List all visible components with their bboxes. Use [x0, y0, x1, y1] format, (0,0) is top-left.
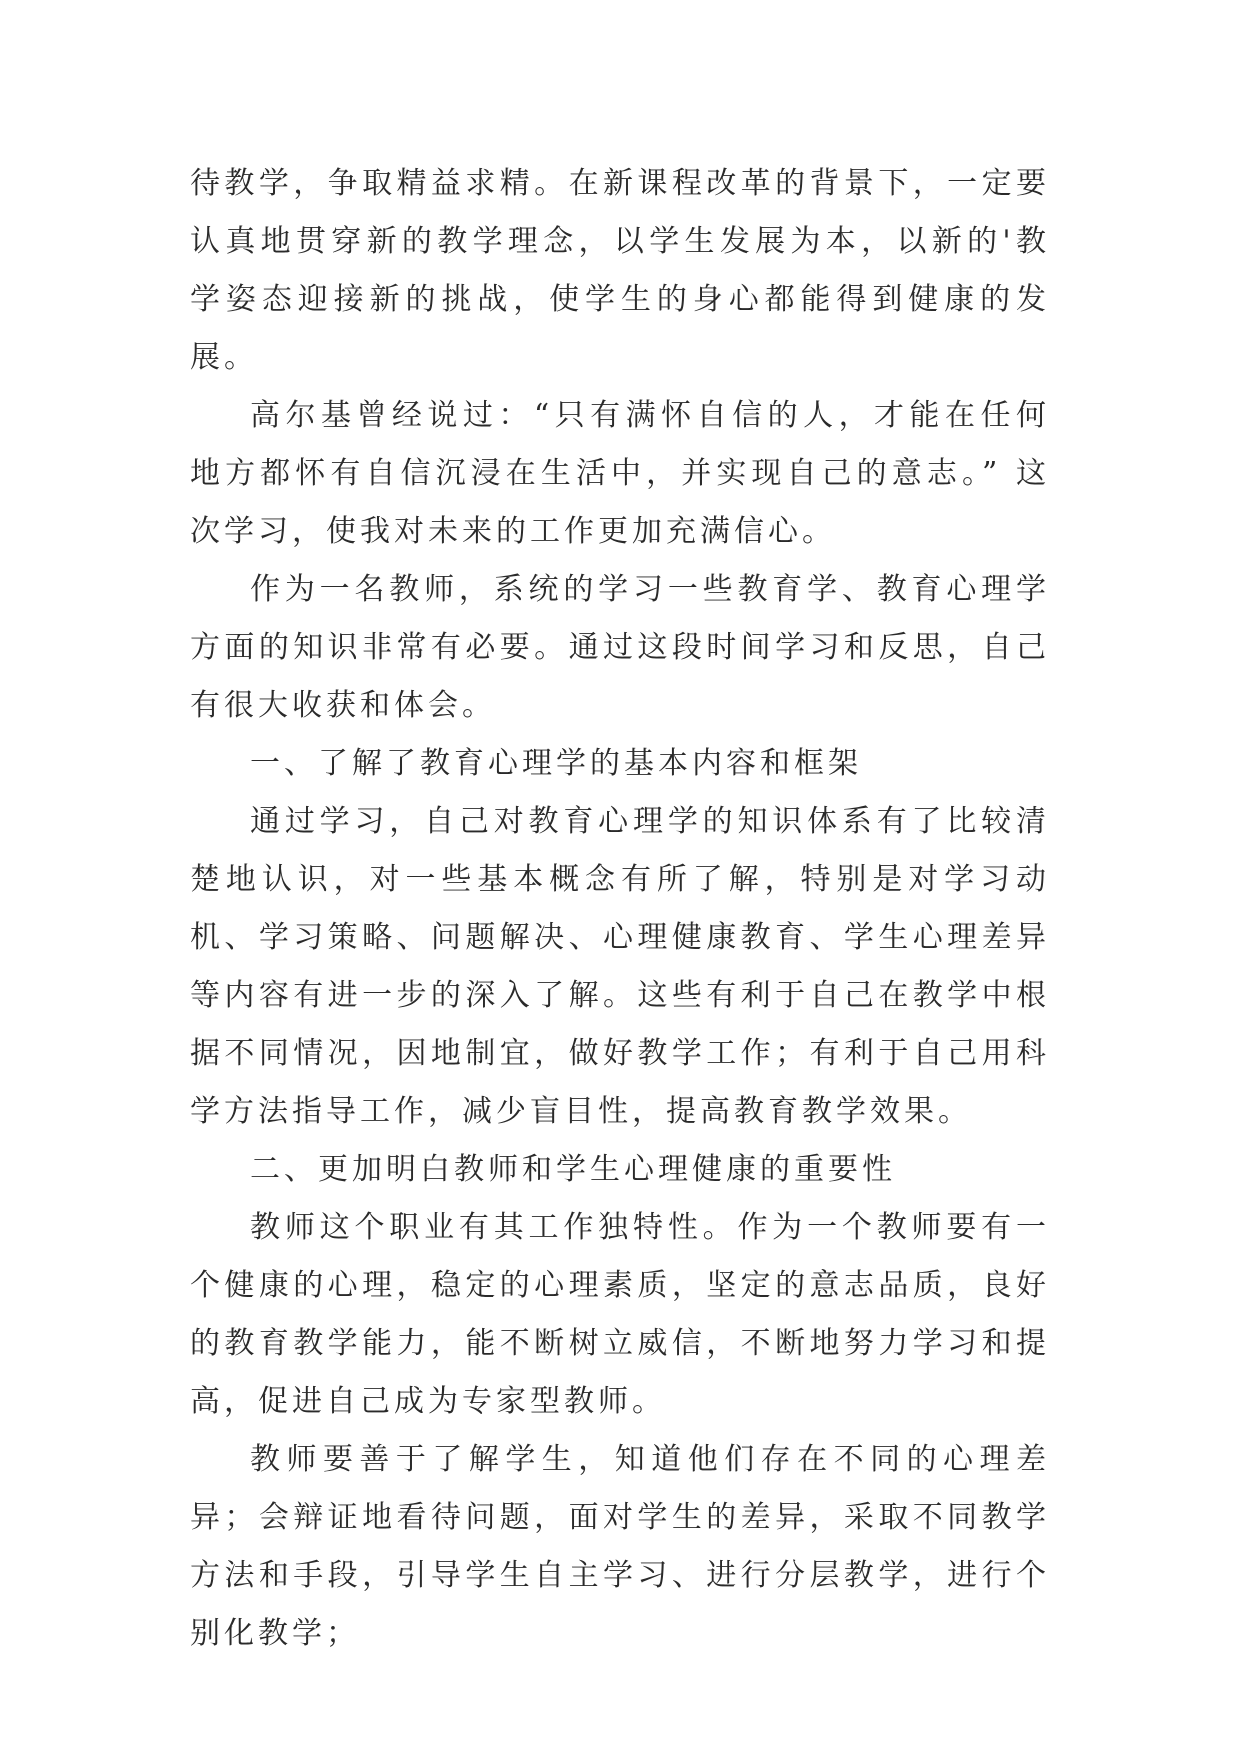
paragraph-continued: 待教学，争取精益求精。在新课程改革的背景下，一定要认真地贯穿新的教学理念，以学生发展为本，以新的'教学姿态迎接新的挑战，使学生的身心都能得到健康的发展。	[190, 166, 1050, 375]
paragraph-gorky-quote: 高尔基曾经说过：“只有满怀自信的人，才能在任何地方都怀有自信沉浸在生活中，并实现自己的意志。” 这次学习，使我对未来的工作更加充满信心。	[190, 398, 1050, 549]
paragraph-section-1: 通过学习，自己对教育心理学的知识体系有了比较清楚地认识，对一些基本概念有所了解，特别是对学习动机、学习策略、问题解决、心理健康教育、学生心理差异等内容有进一步的深入了解。这些有利于自己在教学中根据不同情况，因地制宜，做好教学工作；有利于自己用科学方法指导工作，减少盲目性，提高教育教学效果。	[190, 804, 1050, 1129]
document-page	[190, 155, 1050, 1663]
section-heading-2: 二、更加明白教师和学生心理健康的重要性	[250, 1152, 896, 1187]
paragraph-teacher-profession: 教师这个职业有其工作独特性。作为一个教师要有一个健康的心理，稳定的心理素质，坚定的意志品质，良好的教育教学能力，能不断树立威信，不断地努力学习和提高，促进自己成为专家型教师。	[190, 1210, 1050, 1419]
section-heading-1: 一、了解了教育心理学的基本内容和框架	[250, 746, 862, 781]
paragraph-understand-students: 教师要善于了解学生，知道他们存在不同的心理差异；会辩证地看待问题，面对学生的差异，采取不同教学方法和手段，引导学生自主学习、进行分层教学，进行个别化教学；	[190, 1442, 1050, 1651]
paragraph-intro: 作为一名教师，系统的学习一些教育学、教育心理学方面的知识非常有必要。通过这段时间学习和反思，自己有很大收获和体会。	[190, 572, 1050, 723]
